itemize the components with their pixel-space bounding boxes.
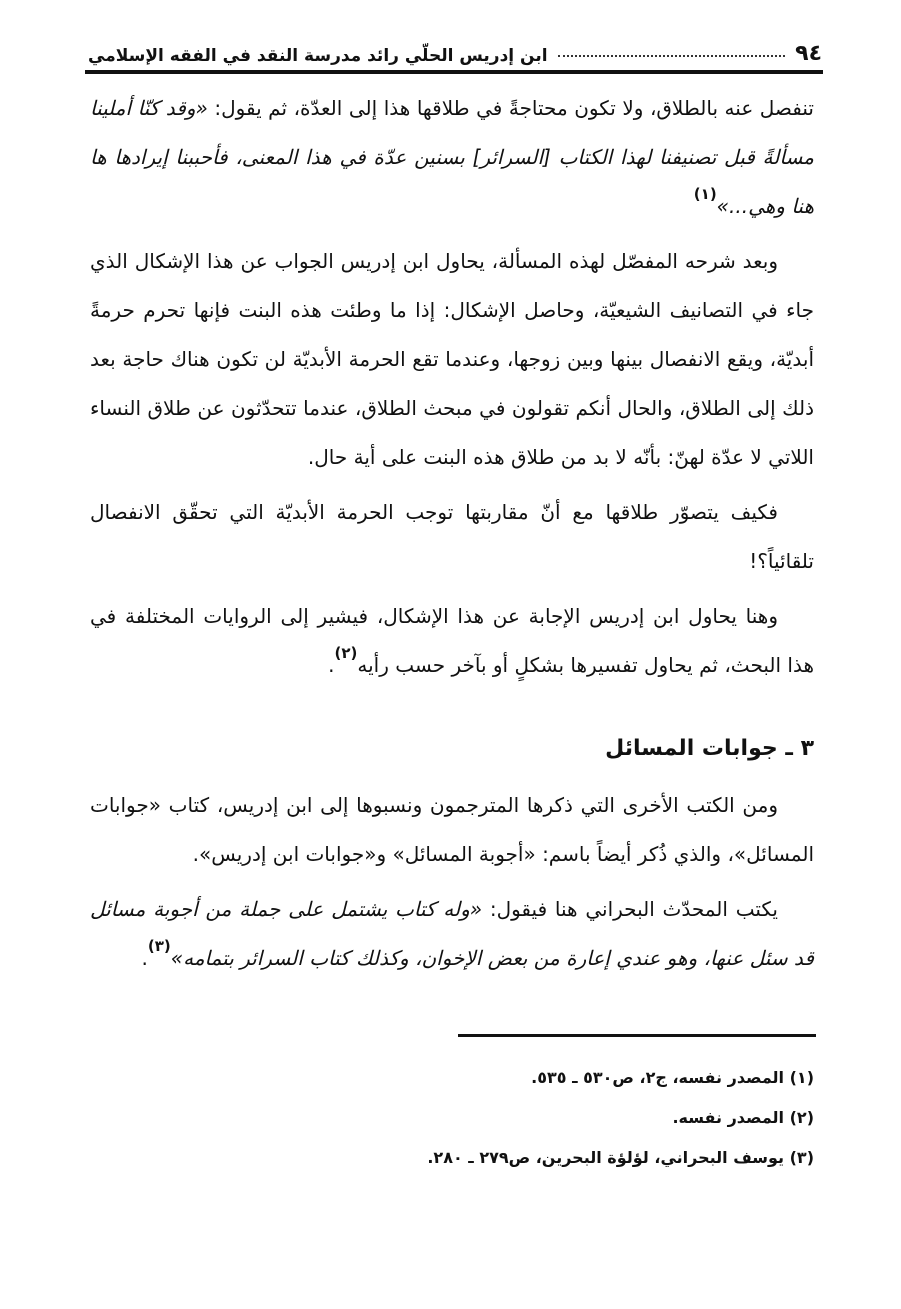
main-text (90, 84, 814, 989)
paragraph-5: ومن الكتب الأخرى التي ذكرها المترجمون ونسبوها إلى ابن إدريس، كتاب «جوابات المسائل»، والذي ذُكر أيضاً باسم: «أجوبة المسائل» و«جوابات ابن إدريس». (90, 793, 814, 866)
header-dot-leader (558, 55, 786, 57)
footnote-separator (458, 1034, 816, 1037)
running-header (88, 22, 822, 66)
footnote-ref-1: (١) (693, 185, 717, 204)
footnote-ref-3: (٣) (147, 937, 171, 956)
footnote-ref-2: (٢) (334, 644, 358, 663)
paragraph-2: وبعد شرحه المفصّل لهذه المسألة، يحاول ابن إدريس الجواب عن هذا الإشكال الذي جاء في التصانيف الشيعيّة، وحاصل الإشكال: إذا ما وطئت هذه البنت فإنها تحرم حرمةً أبديّة، ويقع الانفصال بينها وبين زوجها، وعندما تقع الحرمة الأبديّة لن تكون هناك حاجة بعد ذلك إلى الطلاق، والحال أنكم تقولون في مبحث الطلاق، عندما تتحدّثون عن طلاق النساء اللاتي لا عدّة لهنّ: بأنّه لا بد من طلاق هذه البنت على أية حال. (90, 249, 814, 469)
paragraph-4-text: وهنا يحاول ابن إدريس الإجابة عن هذا الإشكال، فيشير إلى الروايات المختلفة في هذا البحث، ثم يحاول تفسيرها بشكلٍ أو بآخر حسب رأيه (90, 604, 814, 677)
paragraph-1 (90, 84, 814, 231)
paragraph-3: فكيف يتصوّر طلاقها مع أنّ مقاربتها توجب الحرمة الأبديّة التي تحقّق الانفصال تلقائياً؟! (90, 500, 814, 573)
paragraph-4 (90, 592, 814, 690)
header-rule (85, 70, 823, 74)
section-heading: ٣ ـ جوابات المسائل (605, 736, 814, 761)
footnote-1: (١) المصدر نفسه، ج٢، ص٥٣٠ ـ ٥٣٥. (531, 1068, 814, 1087)
paragraph-6-end: . (141, 946, 148, 970)
footnote-2: (٢) المصدر نفسه. (672, 1108, 814, 1127)
page-number: ٩٤ (795, 41, 822, 66)
footnote-3: (٣) يوسف البحراني، لؤلؤة البحرين، ص٢٧٩ ـ ٢٨٠. (427, 1148, 814, 1167)
paragraph-6-text: يكتب المحدّث البحراني هنا فيقول: (482, 897, 778, 921)
paragraph-6 (90, 885, 814, 983)
footnotes (200, 1058, 814, 1178)
paragraph-6-quote: «وله كتاب يشتمل على جملة من أجوبة مسائل قد سئل عنها، وهو عندي إعارة من بعض الإخوان، وكذلك كتاب السرائر بتمامه» (90, 897, 814, 970)
paragraph-1-text: تنفصل عنه بالطلاق، ولا تكون محتاجةً في طلاقها هذا إلى العدّة، ثم يقول: (207, 96, 814, 120)
paragraph-4-end: . (328, 653, 335, 677)
running-title: ابن إدريس الحلّي رائد مدرسة النقد في الفقه الإسلامي (88, 46, 548, 66)
paragraph-1-quote: «وقد كنّا أملينا مسألةً قبل تصنيفنا لهذا الكتاب [السرائر] بسنين عدّة في هذا المعنى، فأحببنا إيرادها ها هنا وهي...» (90, 96, 814, 218)
